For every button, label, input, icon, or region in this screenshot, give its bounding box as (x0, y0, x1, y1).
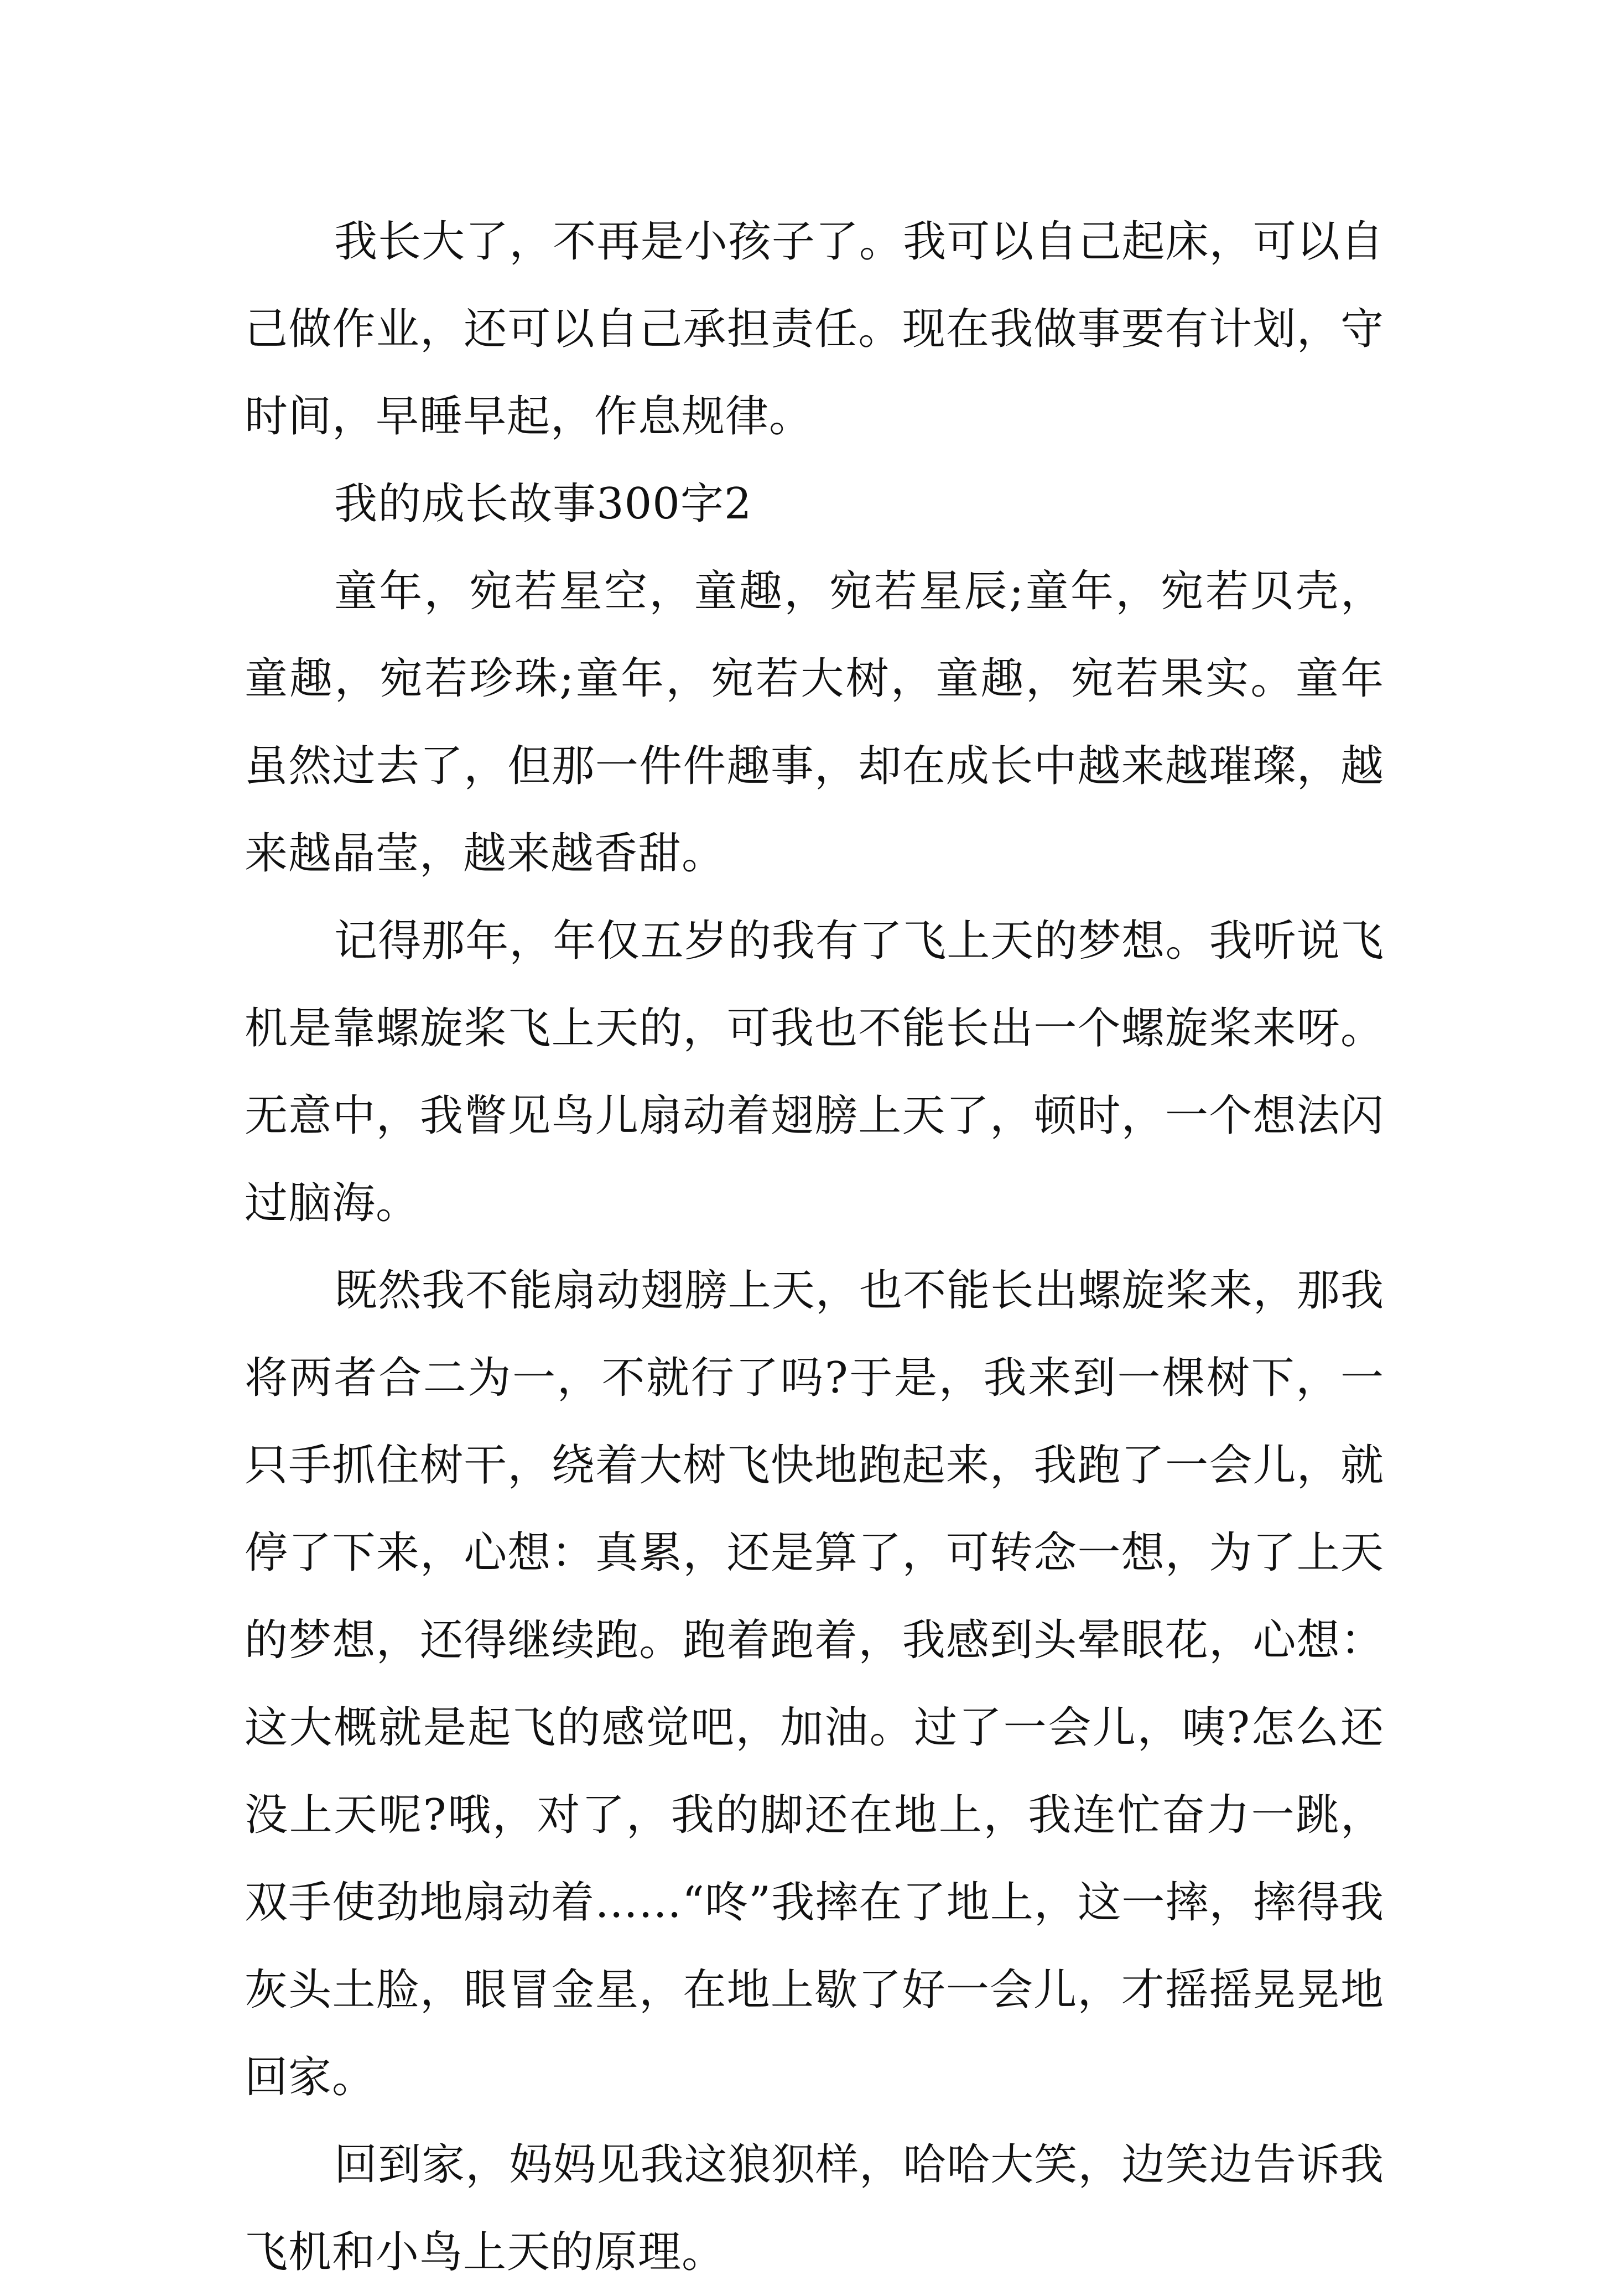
paragraph-childhood: 童年，宛若星空，童趣，宛若星辰;童年，宛若贝壳，童趣，宛若珍珠;童年，宛若大树，童趣，宛若果实。童年虽然过去了，但那一件件趣事，却在成长中越来越璀璨，越来越晶莹，越来越香甜。 (245, 567, 1384, 879)
paragraph-flying-dream: 记得那年，年仅五岁的我有了飞上天的梦想。我听说飞机是靠螺旋桨飞上天的，可我也不能长出一个螺旋桨来呀。无意中，我瞥见鸟儿扇动着翅膀上天了，顿时，一个想法闪过脑海。 (245, 916, 1384, 1228)
document-body (245, 198, 1384, 2296)
paragraph-growing-up: 我长大了，不再是小孩子了。我可以自己起床，可以自己做作业，还可以自己承担责任。现在我做事要有计划，守时间，早睡早起，作息规律。 (245, 217, 1384, 441)
paragraph-running-tree: 既然我不能扇动翅膀上天，也不能长出螺旋桨来，那我将两者合二为一，不就行了吗?于是，我来到一棵树下，一只手抓住树干，绕着大树飞快地跑起来，我跑了一会儿，就停了下来，心想：真累，还是算了，可转念一想，为了上天的梦想，还得继续跑。跑着跑着，我感到头晕眼花，心想：这大概就是起飞的感觉吧，加油。过了一会儿，咦?怎么还没上天呢?哦，对了，我的脚还在地上，我连忙奋力一跳，双手使劲地扇动着……“咚”我摔在了地上，这一摔，摔得我灰头土脸，眼冒金星，在地上歇了好一会儿，才摇摇晃晃地回家。 (245, 1266, 1384, 2102)
paragraph-back-home: 回到家，妈妈见我这狼狈样，哈哈大笑，边笑边告诉我飞机和小鸟上天的原理。 (245, 2140, 1384, 2277)
section-heading: 我的成长故事300字2 (334, 479, 752, 529)
